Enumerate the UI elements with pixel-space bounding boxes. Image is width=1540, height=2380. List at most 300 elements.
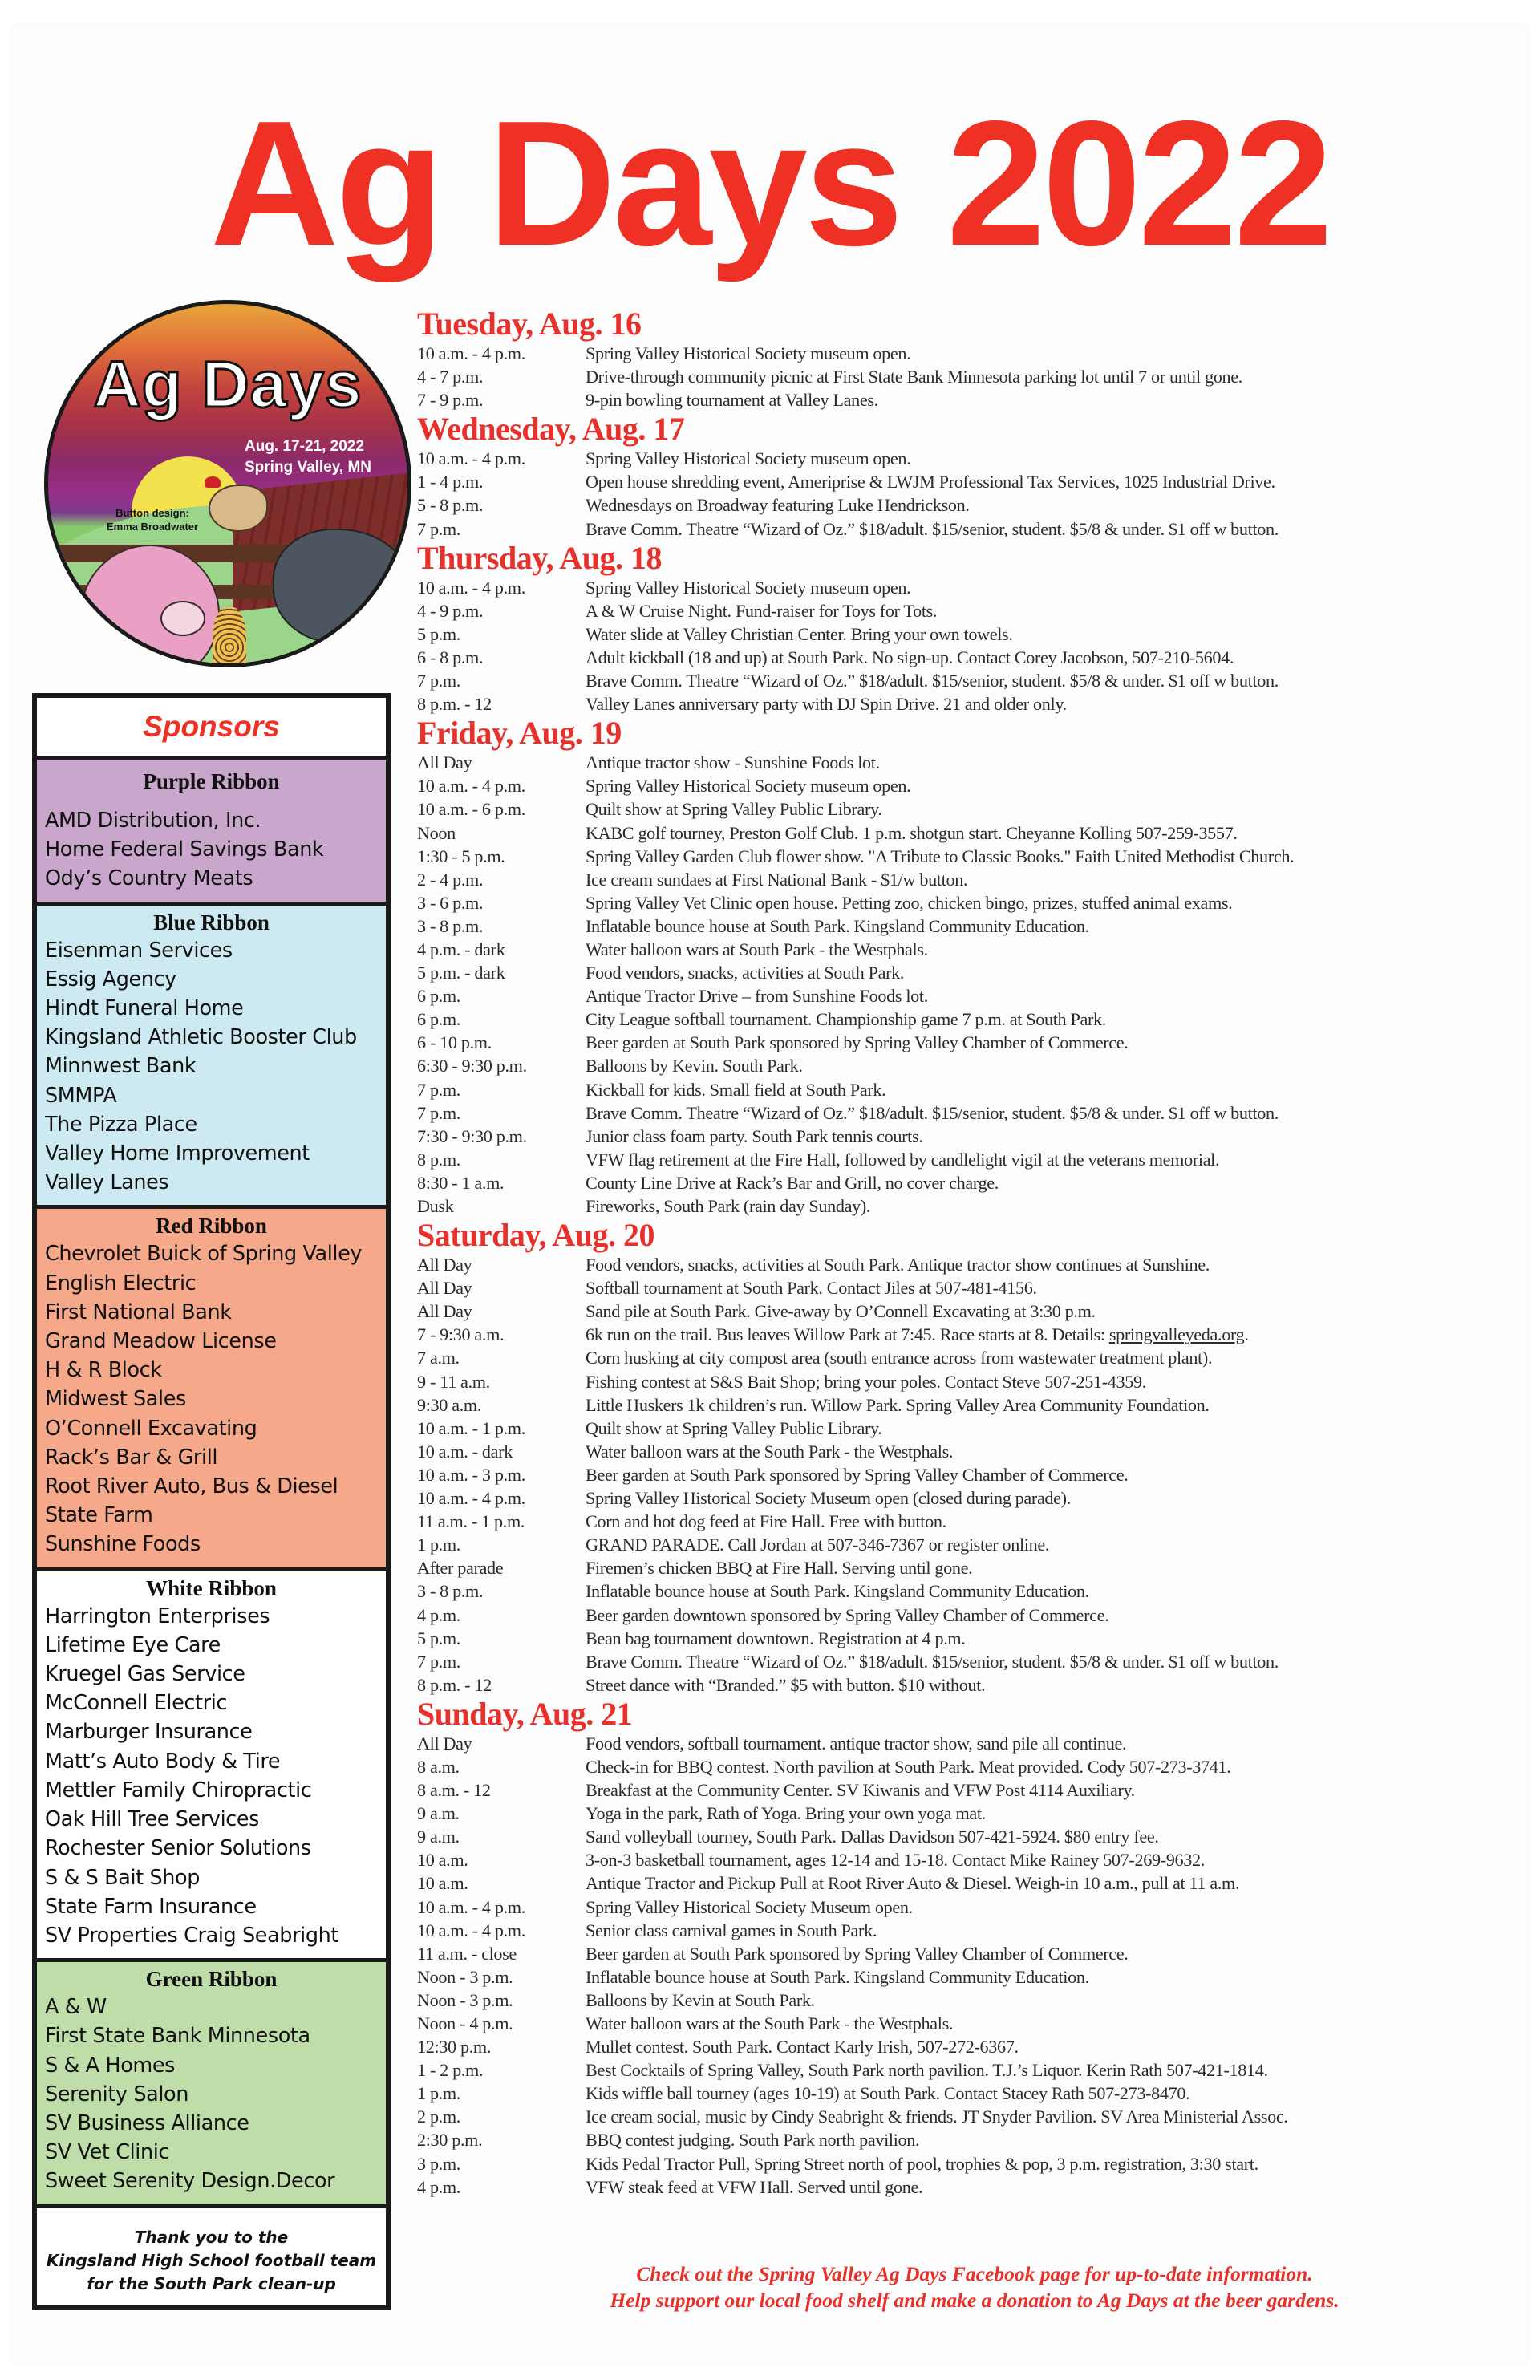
event-time: 7 p.m.: [417, 671, 460, 691]
event-row: [417, 1253, 1532, 1276]
event-description: [586, 914, 1532, 938]
sponsor-name: Matt’s Auto Body & Tire: [45, 1749, 281, 1774]
sponsor-name: Lifetime Eye Care: [45, 1632, 221, 1657]
event-description-text: Junior class foam party. South Park tennis courts.: [586, 1125, 923, 1146]
event-time: 4 p.m. - dark: [417, 939, 505, 959]
sponsor-name: Sweet Serenity Design.Decor: [45, 2169, 335, 2194]
sponsor-name: Mettler Family Chiropractic: [45, 1778, 312, 1802]
event-description: [586, 622, 1532, 646]
event-row: [417, 2152, 1532, 2175]
event-description: [586, 576, 1532, 599]
ag-days-button-logo: [44, 300, 411, 667]
sponsor-name: First State Bank Minnesota: [45, 2024, 310, 2049]
event-description: [586, 751, 1532, 774]
event-description: [586, 1486, 1532, 1510]
event-time: All Day: [417, 1733, 472, 1754]
event-schedule: [417, 306, 1532, 2199]
event-description-text: Balloons by Kevin at South Park.: [586, 1989, 815, 2010]
event-time: 7 p.m.: [417, 1079, 460, 1100]
event-description-text: Spring Valley Historical Society museum open.: [586, 577, 911, 598]
event-time: 5 p.m.: [417, 623, 460, 644]
event-description: [586, 1871, 1532, 1895]
event-time: 5 p.m. - dark: [417, 963, 505, 983]
event-row: [417, 1673, 1532, 1697]
event-time: 7 p.m.: [417, 518, 460, 539]
event-description-text: Valley Lanes anniversary party with DJ Spin Drive. 21 and older only.: [586, 694, 1067, 715]
event-row: [417, 1148, 1532, 1171]
thank-you-line: Thank you to the: [134, 2227, 289, 2247]
event-row: [417, 342, 1532, 365]
event-time: 1 p.m.: [417, 1535, 460, 1555]
event-description-text: VFW flag retirement at the Fire Hall, followed by candlelight vigil at the veterans memorial.: [586, 1149, 1220, 1170]
event-time: 4 p.m.: [417, 1604, 460, 1625]
event-time: 1 - 4 p.m.: [417, 472, 484, 493]
event-time: 9 a.m.: [417, 1803, 460, 1824]
event-description: [586, 342, 1532, 365]
event-description: [586, 1031, 1532, 1054]
event-description: [586, 1919, 1532, 1942]
sponsor-tier-green-ribbon: [37, 1962, 386, 2208]
event-description: [586, 1346, 1532, 1369]
sponsor-name: Chevrolet Buick of Spring Valley: [45, 1242, 363, 1267]
event-row: [417, 1440, 1532, 1463]
event-description-text: BBQ contest judging. South Park north pavilion.: [586, 2130, 920, 2151]
event-row: [417, 1346, 1532, 1369]
event-time: 9 a.m.: [417, 1827, 460, 1847]
event-time: All Day: [417, 1301, 472, 1322]
footer-notes: [417, 2260, 1532, 2313]
event-row: [417, 1417, 1532, 1440]
event-description-text: Water slide at Valley Christian Center. Bring your own towels.: [586, 623, 1013, 644]
sponsor-name: Ody’s Country Meats: [45, 866, 253, 891]
event-description: [586, 1253, 1532, 1276]
event-row: [417, 646, 1532, 669]
event-row: [417, 1604, 1532, 1627]
event-row: [417, 845, 1532, 868]
event-description-text: Best Cocktails of Spring Valley, South Park north pavilion. T.J.’s Liquor. Kerin Rath 507-421-1814.: [586, 2060, 1268, 2081]
day-heading: Wednesday, Aug. 17: [417, 411, 685, 448]
sponsor-name: O’Connell Excavating: [45, 1416, 257, 1441]
event-description: [586, 1989, 1532, 2012]
event-description-text: Senior class carnival games in South Park.: [586, 1920, 877, 1940]
event-row: [417, 2035, 1532, 2058]
event-description-text: Breakfast at the Community Center. SV Kiwanis and VFW Post 4114 Auxiliary.: [586, 1780, 1135, 1801]
event-description: [586, 845, 1532, 868]
event-time: 7 p.m.: [417, 1651, 460, 1672]
event-time: 3 p.m.: [417, 2153, 460, 2174]
sponsor-name: Kingsland Athletic Booster Club: [45, 1025, 357, 1050]
event-description: [586, 599, 1532, 622]
event-description-text: Beer garden at South Park sponsored by Spring Valley Chamber of Commerce.: [586, 1464, 1129, 1485]
event-description-text: Corn and hot dog feed at Fire Hall. Free with button.: [586, 1511, 946, 1532]
event-description: [586, 669, 1532, 692]
event-time: 5 - 8 p.m.: [417, 495, 484, 516]
sponsor-name: S & A Homes: [45, 2053, 176, 2078]
event-description-text: Mullet contest. South Park. Contact Karly Irish, 507-272-6367.: [586, 2037, 1019, 2058]
sponsor-name: SV Properties Craig Seabright: [45, 1923, 339, 1948]
sponsor-name: State Farm: [45, 1503, 153, 1528]
event-description-text: Fireworks, South Park (rain day Sunday).: [586, 1196, 871, 1216]
event-description-text: Street dance with “Branded.” $5 with button. $10 without.: [586, 1674, 986, 1695]
sponsors-header: [37, 698, 386, 760]
event-time: 6:30 - 9:30 p.m.: [417, 1056, 527, 1076]
sponsor-name: H & R Block: [45, 1358, 162, 1383]
event-time: 10 a.m.: [417, 1850, 468, 1871]
event-description: [586, 2035, 1532, 2058]
event-description: [586, 1078, 1532, 1101]
sponsor-tier-white-ribbon: [37, 1571, 386, 1962]
event-row: [417, 961, 1532, 984]
rooster-comb-illustration: [205, 476, 221, 488]
footer-donation-note: Help support our local food shelf and make a donation to Ag Days at the beer gardens.: [610, 2289, 1339, 2312]
logo-credit-label: Button design:: [116, 507, 189, 519]
event-row: [417, 1008, 1532, 1031]
sponsor-name: Harrington Enterprises: [45, 1604, 270, 1628]
event-row: [417, 1510, 1532, 1533]
event-time: Noon - 3 p.m.: [417, 1989, 513, 2010]
event-description: [586, 891, 1532, 914]
event-time: 1:30 - 5 p.m.: [417, 845, 505, 866]
event-description: [586, 1393, 1532, 1417]
sponsor-name: Marburger Insurance: [45, 1720, 253, 1745]
event-row: [417, 1171, 1532, 1194]
event-description: [586, 2175, 1532, 2199]
sponsor-name: Grand Meadow License: [45, 1329, 277, 1354]
logo-place: Spring Valley, MN: [245, 459, 372, 476]
event-row: [417, 1579, 1532, 1603]
event-time: 5 p.m.: [417, 1628, 460, 1648]
event-row: [417, 1871, 1532, 1895]
thank-you-line: Kingsland High School football team: [46, 2250, 377, 2270]
sponsor-name: SV Vet Clinic: [45, 2140, 170, 2165]
event-time: 10 a.m. - 4 p.m.: [417, 776, 525, 797]
event-description: [586, 1533, 1532, 1556]
event-row: [417, 1533, 1532, 1556]
event-description-text: 6k run on the trail. Bus leaves Willow Park at 7:45. Race starts at 8. Details:: [586, 1324, 1109, 1345]
tier-title: Green Ribbon: [145, 1967, 278, 1992]
event-description: [586, 2058, 1532, 2082]
event-time: 10 a.m. - 4 p.m.: [417, 577, 525, 598]
event-description-text: Antique Tractor and Pickup Pull at Root River Auto & Diesel. Weigh-in 10 a.m., pull at 11 a.m.: [586, 1873, 1240, 1894]
event-row: [417, 1299, 1532, 1323]
event-description: [586, 493, 1532, 517]
event-description-text: Inflatable bounce house at South Park. Kingsland Community Education.: [586, 915, 1089, 936]
event-description: [586, 1510, 1532, 1533]
event-row: [417, 1463, 1532, 1486]
sponsor-name: Rack’s Bar & Grill: [45, 1445, 218, 1470]
event-time: Noon - 4 p.m.: [417, 2013, 513, 2033]
event-row: [417, 1989, 1532, 2012]
event-description-text: .: [1244, 1324, 1249, 1345]
day-heading: Thursday, Aug. 18: [417, 539, 662, 576]
day-heading: Sunday, Aug. 21: [417, 1695, 633, 1732]
event-description: [586, 1965, 1532, 1989]
event-description-text: Spring Valley Historical Society museum open.: [586, 448, 911, 469]
day-heading: Tuesday, Aug. 16: [417, 306, 642, 342]
thank-you-line: for the South Park clean-up: [87, 2273, 336, 2293]
event-row: [417, 1732, 1532, 1755]
event-description-text: Balloons by Kevin. South Park.: [586, 1056, 803, 1076]
event-time: 6 p.m.: [417, 986, 460, 1007]
event-description: [586, 2152, 1532, 2175]
event-time: 2 p.m.: [417, 2106, 460, 2127]
event-description: [586, 1299, 1532, 1323]
event-description-text: Wednesdays on Broadway featuring Luke Hendrickson.: [586, 495, 970, 516]
sponsor-name: SV Business Alliance: [45, 2110, 249, 2135]
event-description: [586, 1942, 1532, 1965]
tier-title: White Ribbon: [146, 1575, 277, 1600]
event-description: [586, 388, 1532, 412]
sponsor-name: Minnwest Bank: [45, 1054, 197, 1079]
event-description: [586, 1171, 1532, 1194]
event-row: [417, 2128, 1532, 2151]
event-description: [586, 1463, 1532, 1486]
event-description-text: Check-in for BBQ contest. North pavilion at South Park. Meat provided. Cody 507-273-3741.: [586, 1756, 1231, 1777]
event-time: 10 a.m. - 3 p.m.: [417, 1464, 525, 1485]
event-description: [586, 1650, 1532, 1673]
event-description-text: Brave Comm. Theatre “Wizard of Oz.” $18/adult. $15/senior, student. $5/8 & under. $1 off w button.: [586, 671, 1279, 691]
event-row: [417, 938, 1532, 961]
event-time: 2:30 p.m.: [417, 2130, 483, 2151]
event-description-text: Fishing contest at S&S Bait Shop; bring your poles. Contact Steve 507-251-4359.: [586, 1371, 1146, 1392]
event-description-text: A & W Cruise Night. Fund-raiser for Toys for Tots.: [586, 600, 938, 621]
event-time: 8:30 - 1 a.m.: [417, 1172, 505, 1193]
event-description: [586, 961, 1532, 984]
event-description: [586, 1604, 1532, 1627]
event-description: [586, 1825, 1532, 1848]
sponsor-name: Rochester Senior Solutions: [45, 1836, 311, 1861]
event-description: [586, 2105, 1532, 2128]
event-row: [417, 2175, 1532, 2199]
event-row: [417, 1054, 1532, 1077]
event-description-text: Quilt show at Spring Valley Public Library.: [586, 1417, 882, 1438]
event-time: 10 a.m. - 4 p.m.: [417, 1488, 525, 1509]
event-description-text: Water balloon wars at the South Park - the Westphals.: [586, 2013, 954, 2033]
event-row: [417, 797, 1532, 821]
event-row: [417, 1825, 1532, 1848]
sponsor-name: S & S Bait Shop: [45, 1865, 201, 1890]
event-description-text: Water balloon wars at South Park - the Westphals.: [586, 939, 928, 959]
event-description-text: Open house shredding event, Ameriprise & LWJM Professional Tax Services, 1025 Industrial Drive.: [586, 472, 1275, 493]
sponsor-name: English Electric: [45, 1271, 197, 1295]
event-description-text: Antique Tractor Drive – from Sunshine Foods lot.: [586, 986, 928, 1007]
event-description: [586, 984, 1532, 1008]
event-description-text: Beer garden at South Park sponsored by Spring Valley Chamber of Commerce.: [586, 1943, 1129, 1964]
event-description: [586, 938, 1532, 961]
event-description: [586, 1125, 1532, 1148]
event-row: [417, 1650, 1532, 1673]
event-description-text: Kids wiffle ball tourney (ages 10-19) at South Park. Contact Stacey Rath 507-273-8470.: [586, 2083, 1190, 2104]
event-description-text: Adult kickball (18 and up) at South Park. No sign-up. Contact Corey Jacobson, 507-210-5604.: [586, 647, 1234, 667]
event-description: [586, 868, 1532, 891]
event-description: [586, 797, 1532, 821]
event-description-text: Spring Valley Garden Club flower show. "A Tribute to Classic Books." Faith United Methodist Church.: [586, 845, 1295, 866]
event-row: [417, 1848, 1532, 1871]
event-description: [586, 470, 1532, 493]
event-time: 6 p.m.: [417, 1009, 460, 1030]
event-time: Noon - 3 p.m.: [417, 1966, 513, 1987]
event-description: [586, 1194, 1532, 1218]
event-time: 7 - 9 p.m.: [417, 390, 484, 411]
event-time: 10 a.m. - dark: [417, 1441, 513, 1462]
event-description-text: Drive-through community picnic at First State Bank Minnesota parking lot until 7 or until gone.: [586, 367, 1242, 387]
event-time: 1 p.m.: [417, 2083, 460, 2104]
day-heading: Friday, Aug. 19: [417, 715, 622, 752]
sponsor-tier-red-ribbon: [37, 1209, 386, 1571]
logo-credit: [96, 507, 209, 534]
event-row: [417, 470, 1532, 493]
event-description: [586, 1008, 1532, 1031]
event-row: [417, 517, 1532, 541]
event-description: [586, 1627, 1532, 1650]
event-description-text: Sand pile at South Park. Give-away by O’Connell Excavating at 3:30 p.m.: [586, 1301, 1096, 1322]
sponsor-name: Sunshine Foods: [45, 1532, 201, 1557]
sponsor-name: Serenity Salon: [45, 2082, 188, 2106]
event-row: [417, 1276, 1532, 1299]
sponsors-box: [32, 693, 391, 2310]
event-description-text: VFW steak feed at VFW Hall. Served until gone.: [586, 2176, 923, 2197]
event-row: [417, 984, 1532, 1008]
event-time: After parade: [417, 1558, 504, 1579]
event-description-text: Quilt show at Spring Valley Public Library.: [586, 799, 882, 820]
sponsor-name: The Pizza Place: [45, 1112, 197, 1137]
event-description: [586, 1802, 1532, 1825]
event-description: [586, 365, 1532, 388]
event-time: Noon: [417, 822, 456, 843]
event-time: 6 - 10 p.m.: [417, 1032, 492, 1053]
event-time: 3 - 8 p.m.: [417, 1581, 484, 1602]
event-row: [417, 1323, 1532, 1346]
sponsor-name: Kruegel Gas Service: [45, 1662, 245, 1687]
event-time: 10 a.m. - 4 p.m.: [417, 1920, 525, 1940]
event-description: [586, 692, 1532, 716]
event-description: [586, 1673, 1532, 1697]
event-row: [417, 1627, 1532, 1650]
event-description-text: Kids Pedal Tractor Pull, Spring Street north of pool, trophies & pop, 3 p.m. registration, 3:30 start.: [586, 2153, 1258, 2174]
event-description: [586, 1417, 1532, 1440]
event-row: [417, 576, 1532, 599]
event-time: 8 a.m.: [417, 1756, 460, 1777]
event-description: [586, 1579, 1532, 1603]
event-description: [586, 447, 1532, 470]
event-description-text: Brave Comm. Theatre “Wizard of Oz.” $18/adult. $15/senior, student. $5/8 & under. $1 off w button.: [586, 1102, 1279, 1123]
sponsor-tier-purple-ribbon: [37, 760, 386, 906]
event-description-text: Beer garden downtown sponsored by Spring Valley Chamber of Commerce.: [586, 1604, 1109, 1625]
event-row: [417, 891, 1532, 914]
event-time: 3 - 8 p.m.: [417, 915, 484, 936]
event-row: [417, 692, 1532, 716]
event-time: 10 a.m. - 4 p.m.: [417, 448, 525, 469]
event-description-text: Sand volleyball tourney, South Park. Dallas Davidson 507-421-5924. $80 entry fee.: [586, 1827, 1159, 1847]
sponsor-name: SMMPA: [45, 1083, 117, 1108]
event-time: Dusk: [417, 1196, 454, 1216]
event-time: 8 p.m. - 12: [417, 1674, 492, 1695]
event-time: All Day: [417, 1255, 472, 1275]
event-row: [417, 751, 1532, 774]
event-row: [417, 2082, 1532, 2105]
logo-dates: Aug. 17-21, 2022: [245, 438, 364, 455]
event-row: [417, 914, 1532, 938]
event-time: 4 - 9 p.m.: [417, 600, 484, 621]
tier-title: Blue Ribbon: [153, 910, 270, 935]
event-description-text: 3-on-3 basketball tournament, ages 12-14 and 15-18. Contact Mike Rainey 507-269-9632.: [586, 1850, 1205, 1871]
event-description: [586, 1778, 1532, 1802]
sponsor-name: Hindt Funeral Home: [45, 996, 244, 1021]
event-description: [586, 1895, 1532, 1919]
sponsor-name: Eisenman Services: [45, 938, 233, 963]
event-description-text: Brave Comm. Theatre “Wizard of Oz.” $18/adult. $15/senior, student. $5/8 & under. $1 off w button.: [586, 1651, 1279, 1672]
tier-title: Red Ribbon: [156, 1214, 267, 1239]
event-time: 9:30 a.m.: [417, 1394, 482, 1415]
sponsor-name: First National Bank: [45, 1299, 232, 1324]
event-row: [417, 1031, 1532, 1054]
event-row: [417, 1194, 1532, 1218]
event-description-text: Spring Valley Vet Clinic open house. Petting zoo, chicken bingo, prizes, stuffed animal exams.: [586, 892, 1233, 913]
event-description: [586, 1440, 1532, 1463]
event-time: 11 a.m. - close: [417, 1943, 517, 1964]
event-time: 7 a.m.: [417, 1348, 460, 1368]
event-time: 10 a.m.: [417, 1873, 468, 1894]
event-time: 10 a.m. - 4 p.m.: [417, 1896, 525, 1917]
event-time: 10 a.m. - 4 p.m.: [417, 343, 525, 363]
tier-title: Purple Ribbon: [143, 769, 280, 793]
event-description-text: Spring Valley Historical Society museum open.: [586, 343, 911, 363]
event-description-text: GRAND PARADE. Call Jordan at 507-346-7367 or register online.: [586, 1535, 1050, 1555]
event-time: 7:30 - 9:30 p.m.: [417, 1125, 527, 1146]
event-description-text: Antique tractor show - Sunshine Foods lot.: [586, 752, 880, 773]
sponsor-name: AMD Distribution, Inc.: [45, 809, 261, 833]
event-description-text: Softball tournament at South Park. Contact Jiles at 507-481-4156.: [586, 1278, 1037, 1299]
event-description-text: Bean bag tournament downtown. Registration at 4 p.m.: [586, 1628, 966, 1648]
event-time: 11 a.m. - 1 p.m.: [417, 1511, 525, 1532]
event-time: 2 - 4 p.m.: [417, 869, 484, 890]
pig-snout-illustration: [160, 601, 205, 636]
event-description: [586, 1101, 1532, 1125]
event-description-text: Inflatable bounce house at South Park. Kingsland Community Education.: [586, 1581, 1089, 1602]
event-description: [586, 1556, 1532, 1579]
cow-illustration: [273, 529, 411, 644]
event-description-text: Beer garden at South Park sponsored by Spring Valley Chamber of Commerce.: [586, 1032, 1129, 1053]
event-description-text: Brave Comm. Theatre “Wizard of Oz.” $18/adult. $15/senior, student. $5/8 & under. $1 off w button.: [586, 518, 1279, 539]
event-description-text: Food vendors, softball tournament. antique tractor show, sand pile all continue.: [586, 1733, 1127, 1754]
event-description-text: Inflatable bounce house at South Park. Kingsland Community Education.: [586, 1966, 1089, 1987]
event-row: [417, 821, 1532, 845]
logo-title: Ag Days: [93, 348, 363, 421]
event-row: [417, 669, 1532, 692]
event-description-text: Kickball for kids. Small field at South Park.: [586, 1079, 886, 1100]
event-website-link[interactable]: springvalleyeda.org: [1108, 1324, 1245, 1345]
sponsor-tiers: [37, 760, 386, 2208]
event-time: 7 - 9:30 a.m.: [417, 1324, 505, 1345]
event-description-text: Yoga in the park, Rath of Yoga. Bring your own yoga mat.: [586, 1803, 986, 1824]
thank-you-note: [37, 2208, 386, 2305]
sponsor-name: Home Federal Savings Bank: [45, 837, 324, 862]
event-description: [586, 517, 1532, 541]
day-heading: Saturday, Aug. 20: [417, 1217, 655, 1254]
event-row: [417, 1895, 1532, 1919]
chicken-illustration: [209, 485, 268, 532]
event-time: All Day: [417, 752, 472, 773]
event-description-text: Spring Valley Historical Society museum open.: [586, 776, 911, 797]
event-row: [417, 388, 1532, 412]
event-row: [417, 365, 1532, 388]
event-time: 3 - 6 p.m.: [417, 892, 484, 913]
event-description-text: County Line Drive at Rack’s Bar and Grill, no cover charge.: [586, 1172, 999, 1193]
event-description: [586, 646, 1532, 669]
event-description: [586, 1848, 1532, 1871]
sponsors-title: Sponsors: [143, 710, 280, 743]
event-time: 1 - 2 p.m.: [417, 2060, 484, 2081]
